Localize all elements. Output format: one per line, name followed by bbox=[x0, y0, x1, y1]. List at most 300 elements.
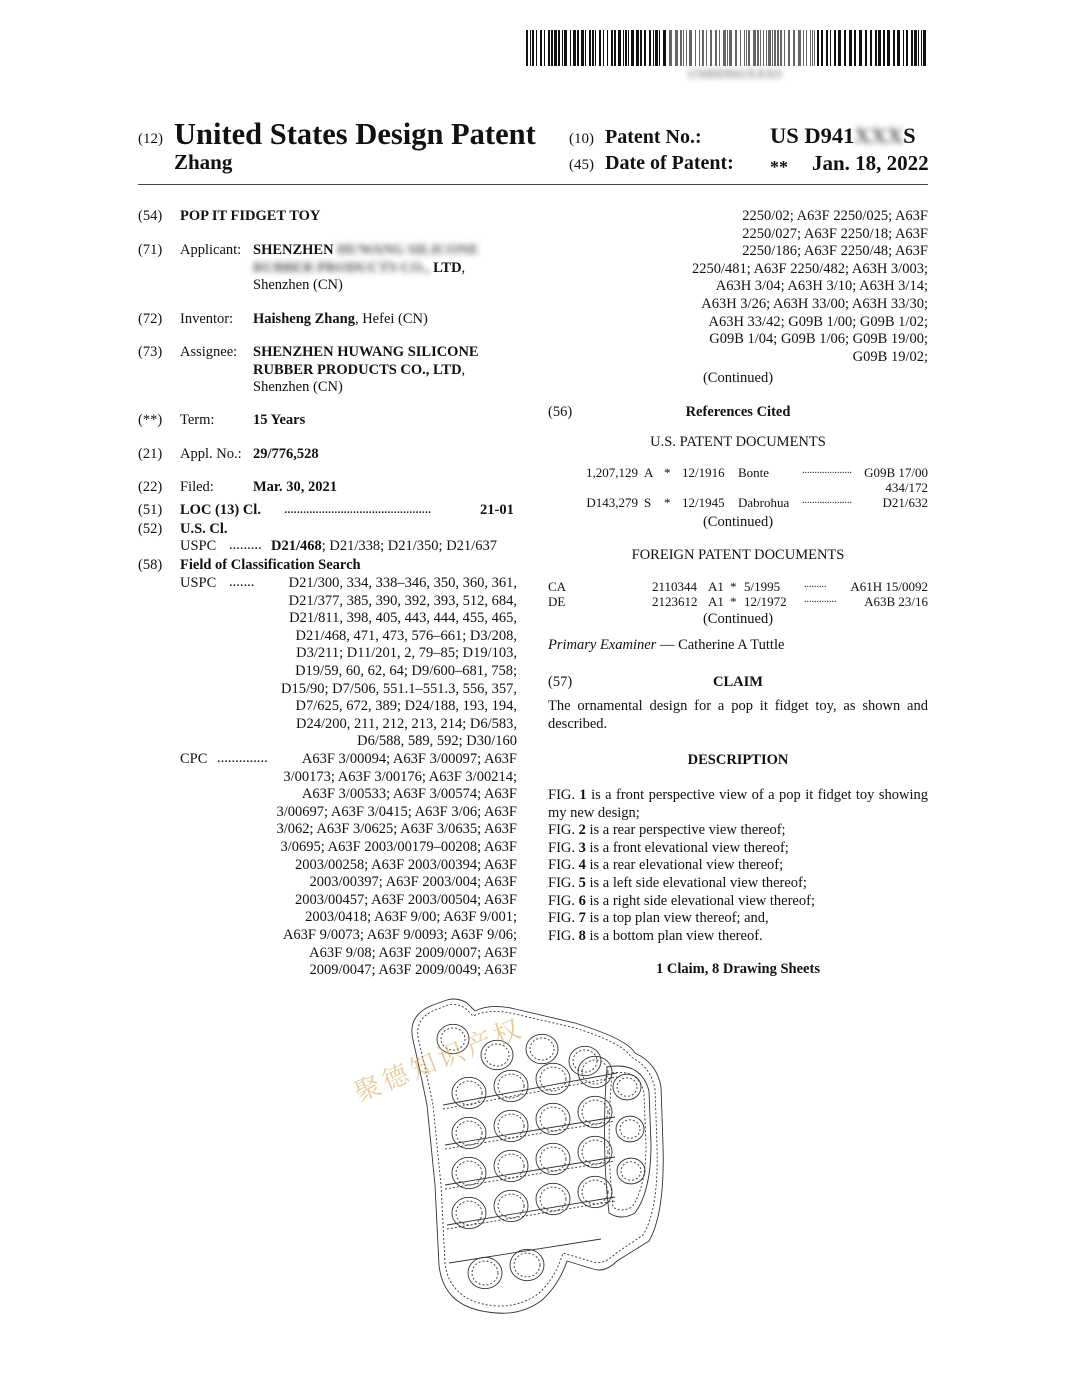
loc-dots: ............................................... bbox=[284, 501, 431, 517]
fig-number: 4 bbox=[578, 857, 586, 874]
date-of-patent-label: Date of Patent: bbox=[605, 152, 734, 174]
cpc-continued-note: (Continued) bbox=[702, 370, 774, 386]
examiner-dash: — bbox=[656, 637, 679, 653]
uspc-classification-line: D3/211; D11/201, 2, 79–85; D19/103, bbox=[296, 645, 517, 662]
toy-bubble bbox=[452, 1157, 486, 1188]
barcode bbox=[526, 30, 928, 66]
barcode-number: US00D941XXXS bbox=[688, 66, 782, 81]
assignee-label: Assignee: bbox=[180, 344, 238, 360]
barcode-bar bbox=[649, 30, 651, 66]
watermark: 聚德知识产权 bbox=[350, 1013, 529, 1109]
barcode-bar bbox=[631, 30, 634, 66]
barcode-bar bbox=[784, 30, 785, 66]
term-code: (**) bbox=[138, 412, 163, 428]
barcode-bar bbox=[918, 30, 919, 66]
toy-bubble bbox=[514, 1253, 540, 1277]
barcode-bar bbox=[812, 30, 813, 66]
us-doc-star: * bbox=[664, 495, 671, 510]
barcode-bar bbox=[544, 30, 545, 66]
field-21-code: (21) bbox=[138, 446, 163, 462]
claim-title: CLAIM bbox=[713, 674, 763, 690]
us-cl-primary: D21/468 bbox=[271, 538, 322, 554]
barcode-bar bbox=[599, 30, 601, 66]
examiner-label: Primary Examiner bbox=[548, 637, 657, 653]
us-cl-secondary: ; D21/338; D21/350; D21/637 bbox=[321, 538, 497, 554]
cpc-classification-line: 2003/00397; A63F 2003/004; A63F bbox=[309, 874, 517, 891]
search-uspc-label: USPC bbox=[180, 575, 217, 591]
barcode-bar bbox=[548, 30, 550, 66]
fig-text: is a front elevational view thereof; bbox=[585, 839, 789, 856]
patent-no-end: S bbox=[903, 123, 916, 148]
barcode-bar bbox=[551, 30, 553, 66]
figure-description bbox=[548, 910, 928, 928]
figure-description bbox=[548, 875, 928, 893]
uspc-classification-line: D6/588, 589, 592; D30/160 bbox=[357, 733, 517, 750]
cpc-continued-line: 2250/186; A63F 2250/48; A63F bbox=[742, 243, 928, 260]
barcode-bar bbox=[748, 30, 750, 66]
barcode-bar bbox=[870, 30, 872, 66]
field-72-code: (72) bbox=[138, 311, 163, 327]
fig-number: 5 bbox=[578, 874, 586, 891]
toy-bubble bbox=[456, 1081, 482, 1105]
search-cpc-values bbox=[276, 769, 517, 980]
fig-prefix: FIG. bbox=[548, 910, 579, 927]
fig-text: is a rear perspective view thereof; bbox=[585, 822, 786, 839]
barcode-bar bbox=[849, 30, 852, 66]
search-uspc-values bbox=[281, 575, 517, 751]
fig-text: is a front perspective view of a pop it fidget toy showing my new design; bbox=[548, 787, 928, 821]
barcode-bar bbox=[723, 30, 726, 66]
date-of-patent-value: Jan. 18, 2022 bbox=[812, 151, 929, 175]
barcode-graphic bbox=[526, 30, 928, 66]
foreign-doc-num: 2110344 bbox=[652, 579, 698, 594]
barcode-bar bbox=[878, 30, 881, 66]
us-cl-uspc-label: USPC bbox=[180, 538, 217, 554]
barcode-bar bbox=[763, 30, 764, 66]
barcode-bar bbox=[744, 30, 745, 66]
barcode-bar bbox=[558, 30, 560, 66]
barcode-bar bbox=[663, 30, 666, 66]
us-doc-star: * bbox=[664, 465, 671, 480]
barcode-bar bbox=[607, 30, 608, 66]
toy-bubble bbox=[498, 1074, 524, 1098]
barcode-bar bbox=[893, 30, 895, 66]
field-52-code: (52) bbox=[138, 521, 163, 537]
cpc-classification-line: 3/00697; A63F 3/0415; A63F 3/06; A63F bbox=[276, 803, 517, 820]
examiner-name: Catherine A Tuttle bbox=[678, 637, 785, 653]
barcode-bar bbox=[817, 30, 819, 66]
barcode-bar bbox=[887, 30, 890, 66]
assignee-line-2: RUBBER PRODUCTS CO., LTD bbox=[253, 361, 462, 378]
barcode-bar bbox=[740, 30, 741, 66]
barcode-bar bbox=[814, 30, 815, 66]
applicant-name bbox=[253, 242, 518, 295]
inventor-label: Inventor: bbox=[180, 311, 234, 327]
field-of-search-label: Field of Classification Search bbox=[180, 557, 361, 573]
barcode-bar bbox=[914, 30, 917, 66]
fig-text: is a rear elevational view thereof; bbox=[585, 857, 784, 874]
us-doc-num: 1,207,129 bbox=[586, 465, 638, 480]
foreign-doc-dots: ............. bbox=[804, 594, 837, 605]
barcode-bar bbox=[589, 30, 591, 66]
fig-prefix: FIG. bbox=[548, 822, 579, 839]
cpc-classification-line: 3/062; A63F 3/0625; A63F 3/0635; A63F bbox=[276, 821, 517, 838]
term-label: Term: bbox=[180, 412, 215, 428]
applicant-name-visible: SHENZHEN bbox=[253, 242, 334, 258]
barcode-bar bbox=[766, 30, 767, 66]
applicant-name-end: LTD bbox=[433, 259, 462, 276]
barcode-bar bbox=[883, 30, 885, 66]
term-value: 15 Years bbox=[253, 412, 306, 428]
fig-text: is a bottom plan view thereof. bbox=[585, 927, 763, 944]
barcode-bar bbox=[532, 30, 534, 66]
inventor-location: , Hefei (CN) bbox=[354, 311, 428, 327]
barcode-bar bbox=[806, 30, 807, 66]
barcode-bar bbox=[921, 30, 922, 66]
figure-descriptions bbox=[548, 787, 928, 945]
barcode-bar bbox=[699, 30, 700, 66]
barcode-bar bbox=[669, 30, 672, 66]
barcode-bar bbox=[659, 30, 660, 66]
us-doc-num: D143,279 bbox=[586, 495, 638, 510]
field-51-code: (51) bbox=[138, 502, 163, 518]
toy-bubble bbox=[494, 1190, 528, 1221]
barcode-bar bbox=[680, 30, 682, 66]
barcode-bar bbox=[675, 30, 678, 66]
description-title: DESCRIPTION bbox=[687, 752, 789, 768]
header-code-10: (10) bbox=[569, 131, 594, 147]
cpc-continued-line: 2250/481; A63F 2250/482; A63H 3/003; bbox=[691, 260, 928, 277]
loc-value: 21-01 bbox=[480, 502, 514, 518]
us-cl-uspc-value bbox=[271, 538, 497, 555]
patent-no-value bbox=[770, 123, 916, 149]
foreign-doc-cls: A63B 23/16 bbox=[864, 594, 928, 609]
fig-number: 8 bbox=[578, 927, 586, 944]
us-cl-uspc-dots: ......... bbox=[229, 537, 262, 553]
barcode-bar bbox=[603, 30, 604, 66]
cpc-continued-lines bbox=[692, 208, 928, 366]
inventor-name: Haisheng Zhang bbox=[253, 311, 355, 327]
barcode-bar bbox=[715, 30, 717, 66]
field-57-code: (57) bbox=[548, 674, 573, 690]
uspc-classification-line: D21/811, 398, 405, 443, 444, 455, 465, bbox=[289, 610, 517, 627]
toy-bubble bbox=[617, 1078, 637, 1096]
barcode-bar bbox=[727, 30, 728, 66]
figure-description bbox=[548, 840, 928, 858]
barcode-bar bbox=[798, 30, 801, 66]
fig-number: 2 bbox=[578, 822, 586, 839]
barcode-bar bbox=[695, 30, 696, 66]
search-cpc-first: A63F 3/00094; A63F 3/00097; A63F bbox=[301, 751, 517, 767]
foreign-doc-star: * bbox=[730, 579, 737, 594]
cpc-classification-line: A63F 3/00533; A63F 3/00574; A63F bbox=[301, 786, 517, 803]
foreign-doc-date: 12/1972 bbox=[744, 594, 787, 609]
barcode-bar bbox=[536, 30, 537, 66]
barcode-bar bbox=[906, 30, 908, 66]
us-docs-continued: (Continued) bbox=[702, 514, 774, 530]
primary-examiner bbox=[548, 637, 784, 654]
fig-prefix: FIG. bbox=[548, 787, 580, 803]
toy-bubble bbox=[569, 1046, 601, 1075]
barcode-bar bbox=[768, 30, 771, 66]
us-doc-cls: G09B 17/00 bbox=[864, 465, 928, 480]
toy-bubble bbox=[526, 1034, 558, 1063]
barcode-bar bbox=[530, 30, 531, 66]
uspc-classification-line: D15/90; D7/506, 551.1–551.3, 556, 357, bbox=[280, 680, 517, 697]
barcode-bar bbox=[526, 30, 528, 66]
barcode-bar bbox=[636, 30, 639, 66]
fig-prefix: FIG. bbox=[548, 874, 579, 891]
foreign-doc-dots: ......... bbox=[804, 579, 827, 590]
cpc-classification-line: A63F 9/0073; A63F 9/0093; A63F 9/06; bbox=[282, 926, 517, 943]
foreign-doc-date: 5/1995 bbox=[744, 579, 781, 594]
barcode-bar bbox=[859, 30, 862, 66]
barcode-bar bbox=[826, 30, 828, 66]
barcode-bar bbox=[611, 30, 613, 66]
barcode-bar bbox=[719, 30, 720, 66]
figure-description bbox=[548, 787, 928, 822]
header-divider bbox=[138, 184, 928, 185]
toy-bubble bbox=[578, 1136, 612, 1167]
barcode-bar bbox=[564, 30, 567, 66]
toy-bubble bbox=[510, 1249, 544, 1280]
barcode-bar bbox=[689, 30, 692, 66]
barcode-bar bbox=[772, 30, 773, 66]
us-doc-name: Bonte bbox=[738, 465, 770, 480]
barcode-bar bbox=[729, 30, 732, 66]
foreign-doc-num: 2123612 bbox=[652, 594, 698, 609]
header-code-12: (12) bbox=[138, 131, 163, 147]
barcode-bar bbox=[821, 30, 823, 66]
cpc-continued-line: 2250/027; A63F 2250/18; A63F bbox=[742, 225, 928, 242]
barcode-bar bbox=[911, 30, 913, 66]
claims-summary: 1 Claim, 8 Drawing Sheets bbox=[656, 961, 820, 977]
barcode-bar bbox=[625, 30, 627, 66]
barcode-bar bbox=[623, 30, 624, 66]
barcode-bar bbox=[570, 30, 571, 66]
barcode-bar bbox=[777, 30, 779, 66]
invention-title: POP IT FIDGET TOY bbox=[180, 208, 321, 224]
us-doc-dots: .................... bbox=[802, 495, 852, 506]
barcode-bar bbox=[757, 30, 759, 66]
barcode-bar bbox=[614, 30, 616, 66]
cpc-continued-line: 2250/02; A63F 2250/025; A63F bbox=[742, 208, 928, 224]
cpc-continued-line: A63H 3/04; A63H 3/10; A63H 3/14; bbox=[715, 278, 928, 295]
toy-bubble bbox=[494, 1110, 528, 1141]
barcode-bar bbox=[774, 30, 776, 66]
uspc-classification-line: D21/468, 471, 473, 576–661; D3/208, bbox=[295, 627, 517, 644]
figure-description bbox=[548, 928, 928, 946]
toy-bubble bbox=[540, 1067, 566, 1091]
toy-bubble bbox=[536, 1103, 570, 1134]
fig-prefix: FIG. bbox=[548, 892, 579, 909]
fig-prefix: FIG. bbox=[548, 857, 579, 874]
us-doc-cls2: 434/172 bbox=[885, 480, 928, 495]
fig-number: 3 bbox=[578, 839, 586, 856]
fig-number: 6 bbox=[578, 892, 586, 909]
fig-prefix: FIG. bbox=[548, 927, 579, 944]
fig-text: is a left side elevational view thereof; bbox=[585, 874, 807, 891]
foreign-docs-list bbox=[548, 579, 928, 613]
barcode-bar bbox=[706, 30, 707, 66]
uspc-classification-line: D7/625, 672, 389; D24/188, 193, 194, bbox=[295, 698, 517, 715]
barcode-bar bbox=[793, 30, 795, 66]
us-doc-kind: S bbox=[644, 495, 652, 510]
applicant-city: Shenzhen (CN) bbox=[253, 277, 343, 294]
barcode-bar bbox=[595, 30, 596, 66]
loc-label: LOC (13) Cl. bbox=[180, 502, 261, 518]
patent-type-title: United States Design Patent bbox=[174, 117, 536, 151]
us-doc-dots: .................... bbox=[802, 465, 852, 476]
toy-bubble bbox=[452, 1077, 486, 1108]
cpc-classification-line: 2003/00457; A63F 2003/00504; A63F bbox=[295, 891, 517, 908]
barcode-bar bbox=[746, 30, 747, 66]
barcode-bar bbox=[760, 30, 761, 66]
toy-bubble bbox=[468, 1257, 502, 1288]
barcode-bar bbox=[628, 30, 629, 66]
fig-text: is a top plan view thereof; and, bbox=[585, 910, 769, 927]
toy-bubble bbox=[536, 1183, 570, 1214]
barcode-bar bbox=[844, 30, 846, 66]
figure-description bbox=[548, 893, 928, 911]
toy-bubble bbox=[536, 1143, 570, 1174]
barcode-bar bbox=[573, 30, 576, 66]
inventor-value bbox=[253, 311, 428, 328]
toy-bubble bbox=[573, 1050, 597, 1072]
claim-text: The ornamental design for a pop it fidget toy, as shown and described. bbox=[548, 698, 928, 732]
barcode-bar bbox=[865, 30, 867, 66]
field-71-code: (71) bbox=[138, 242, 163, 258]
barcode-bar bbox=[830, 30, 831, 66]
foreign-patent-documents-title: FOREIGN PATENT DOCUMENTS bbox=[631, 547, 845, 563]
applicant-comma: , bbox=[461, 259, 466, 276]
toy-bubble bbox=[621, 1162, 641, 1180]
toy-bubble bbox=[452, 1117, 486, 1148]
filed-value: Mar. 30, 2021 bbox=[253, 479, 338, 495]
field-58-code: (58) bbox=[138, 557, 163, 573]
uspc-classification-line: D19/59, 60, 62, 64; D9/600–681, 758; bbox=[295, 662, 517, 679]
filed-label: Filed: bbox=[180, 479, 214, 495]
search-cpc-label: CPC bbox=[180, 751, 208, 767]
fig-text: is a right side elevational view thereof; bbox=[585, 892, 815, 909]
barcode-bar bbox=[577, 30, 579, 66]
toy-bubble bbox=[494, 1150, 528, 1181]
barcode-bar bbox=[640, 30, 642, 66]
barcode-bar bbox=[780, 30, 782, 66]
barcode-bar bbox=[875, 30, 877, 66]
barcode-bar bbox=[897, 30, 900, 66]
applicant-label: Applicant: bbox=[180, 242, 242, 258]
barcode-bar bbox=[838, 30, 841, 66]
barcode-bar bbox=[683, 30, 684, 66]
barcode-bar bbox=[803, 30, 804, 66]
toy-bubble bbox=[536, 1063, 570, 1094]
barcode-bar bbox=[854, 30, 856, 66]
fig-number: 7 bbox=[578, 910, 586, 927]
barcode-bar bbox=[581, 30, 584, 66]
barcode-bar bbox=[592, 30, 594, 66]
cpc-continued-line: A63H 3/26; A63H 33/00; A63H 33/30; bbox=[701, 295, 928, 312]
field-54-code: (54) bbox=[138, 208, 163, 224]
us-doc-cls: D21/632 bbox=[882, 495, 928, 510]
barcode-bar bbox=[644, 30, 646, 66]
applicant-name-blurred-2: RUBBER PRODUCTS CO., bbox=[253, 259, 430, 276]
foreign-doc-country: DE bbox=[548, 594, 566, 609]
us-doc-name: Dabrohua bbox=[738, 495, 790, 510]
assignee-value bbox=[253, 344, 479, 397]
references-cited-title: References Cited bbox=[685, 404, 791, 420]
field-22-code: (22) bbox=[138, 479, 163, 495]
field-56-code: (56) bbox=[548, 404, 573, 420]
toy-bubble bbox=[578, 1096, 612, 1127]
us-docs-list bbox=[548, 465, 928, 515]
assignee-line-1: SHENZHEN HUWANG SILICONE bbox=[253, 344, 479, 360]
cpc-classification-line: 2009/0047; A63F 2009/0049; A63F bbox=[309, 962, 517, 979]
barcode-bar bbox=[554, 30, 557, 66]
fig-number: 1 bbox=[579, 787, 587, 803]
barcode-bar bbox=[585, 30, 586, 66]
barcode-bar bbox=[702, 30, 704, 66]
toy-bubble bbox=[472, 1261, 498, 1285]
barcode-bar bbox=[735, 30, 737, 66]
toy-bubble bbox=[452, 1197, 486, 1228]
assignee-city: Shenzhen (CN) bbox=[253, 379, 343, 396]
barcode-bar bbox=[618, 30, 621, 66]
figure-description bbox=[548, 822, 928, 840]
search-uspc-dots: ....... bbox=[229, 574, 255, 590]
foreign-doc-kind: A1 bbox=[708, 579, 724, 594]
figure-description bbox=[548, 857, 928, 875]
foreign-docs-continued: (Continued) bbox=[702, 611, 774, 627]
barcode-bar bbox=[923, 30, 926, 66]
barcode-bar bbox=[540, 30, 542, 66]
patent-no-prefix: US D941 bbox=[770, 123, 855, 148]
uspc-classification-line: D24/200, 211, 212, 213, 214; D6/583, bbox=[296, 715, 517, 732]
us-patent-documents-title: U.S. PATENT DOCUMENTS bbox=[650, 434, 826, 450]
toy-bubble bbox=[530, 1038, 554, 1060]
foreign-doc-country: CA bbox=[548, 579, 567, 594]
patent-author: Zhang bbox=[174, 150, 233, 174]
patent-no-blurred: XXX bbox=[854, 123, 904, 148]
barcode-bar bbox=[834, 30, 836, 66]
uspc-classification-line: D21/300, 334, 338–346, 350, 360, 361, bbox=[288, 575, 517, 591]
barcode-bar bbox=[810, 30, 811, 66]
appl-no-label: Appl. No.: bbox=[180, 446, 242, 462]
barcode-bar bbox=[655, 30, 658, 66]
barcode-bar bbox=[753, 30, 756, 66]
cpc-classification-line: 3/00173; A63F 3/00176; A63F 3/00214; bbox=[283, 768, 517, 785]
fig-prefix: FIG. bbox=[548, 839, 579, 856]
cpc-continued-line: G09B 1/04; G09B 1/06; G09B 19/00; bbox=[709, 331, 928, 348]
us-doc-kind: A bbox=[644, 465, 654, 480]
toy-bubble bbox=[620, 1120, 640, 1138]
uspc-classification-line: D21/377, 385, 390, 392, 393, 512, 684, bbox=[288, 592, 517, 609]
patent-no-label: Patent No.: bbox=[605, 126, 702, 148]
barcode-bar bbox=[903, 30, 904, 66]
barcode-bar bbox=[788, 30, 790, 66]
cpc-classification-line: 2003/0418; A63F 9/00; A63F 9/001; bbox=[305, 909, 517, 926]
appl-no-value: 29/776,528 bbox=[253, 446, 319, 462]
barcode-bar bbox=[562, 30, 563, 66]
barcode-bar bbox=[686, 30, 687, 66]
barcode-bar bbox=[653, 30, 654, 66]
search-cpc-dots: .............. bbox=[217, 750, 268, 766]
applicant-name-blurred-1: HUWANG SILICONE bbox=[337, 242, 479, 258]
cpc-continued-line: G09B 19/02; bbox=[852, 348, 928, 365]
barcode-bar bbox=[710, 30, 712, 66]
cpc-classification-line: 3/0695; A63F 2003/00179–00208; A63F bbox=[280, 838, 517, 855]
us-doc-date: 12/1916 bbox=[682, 465, 725, 480]
